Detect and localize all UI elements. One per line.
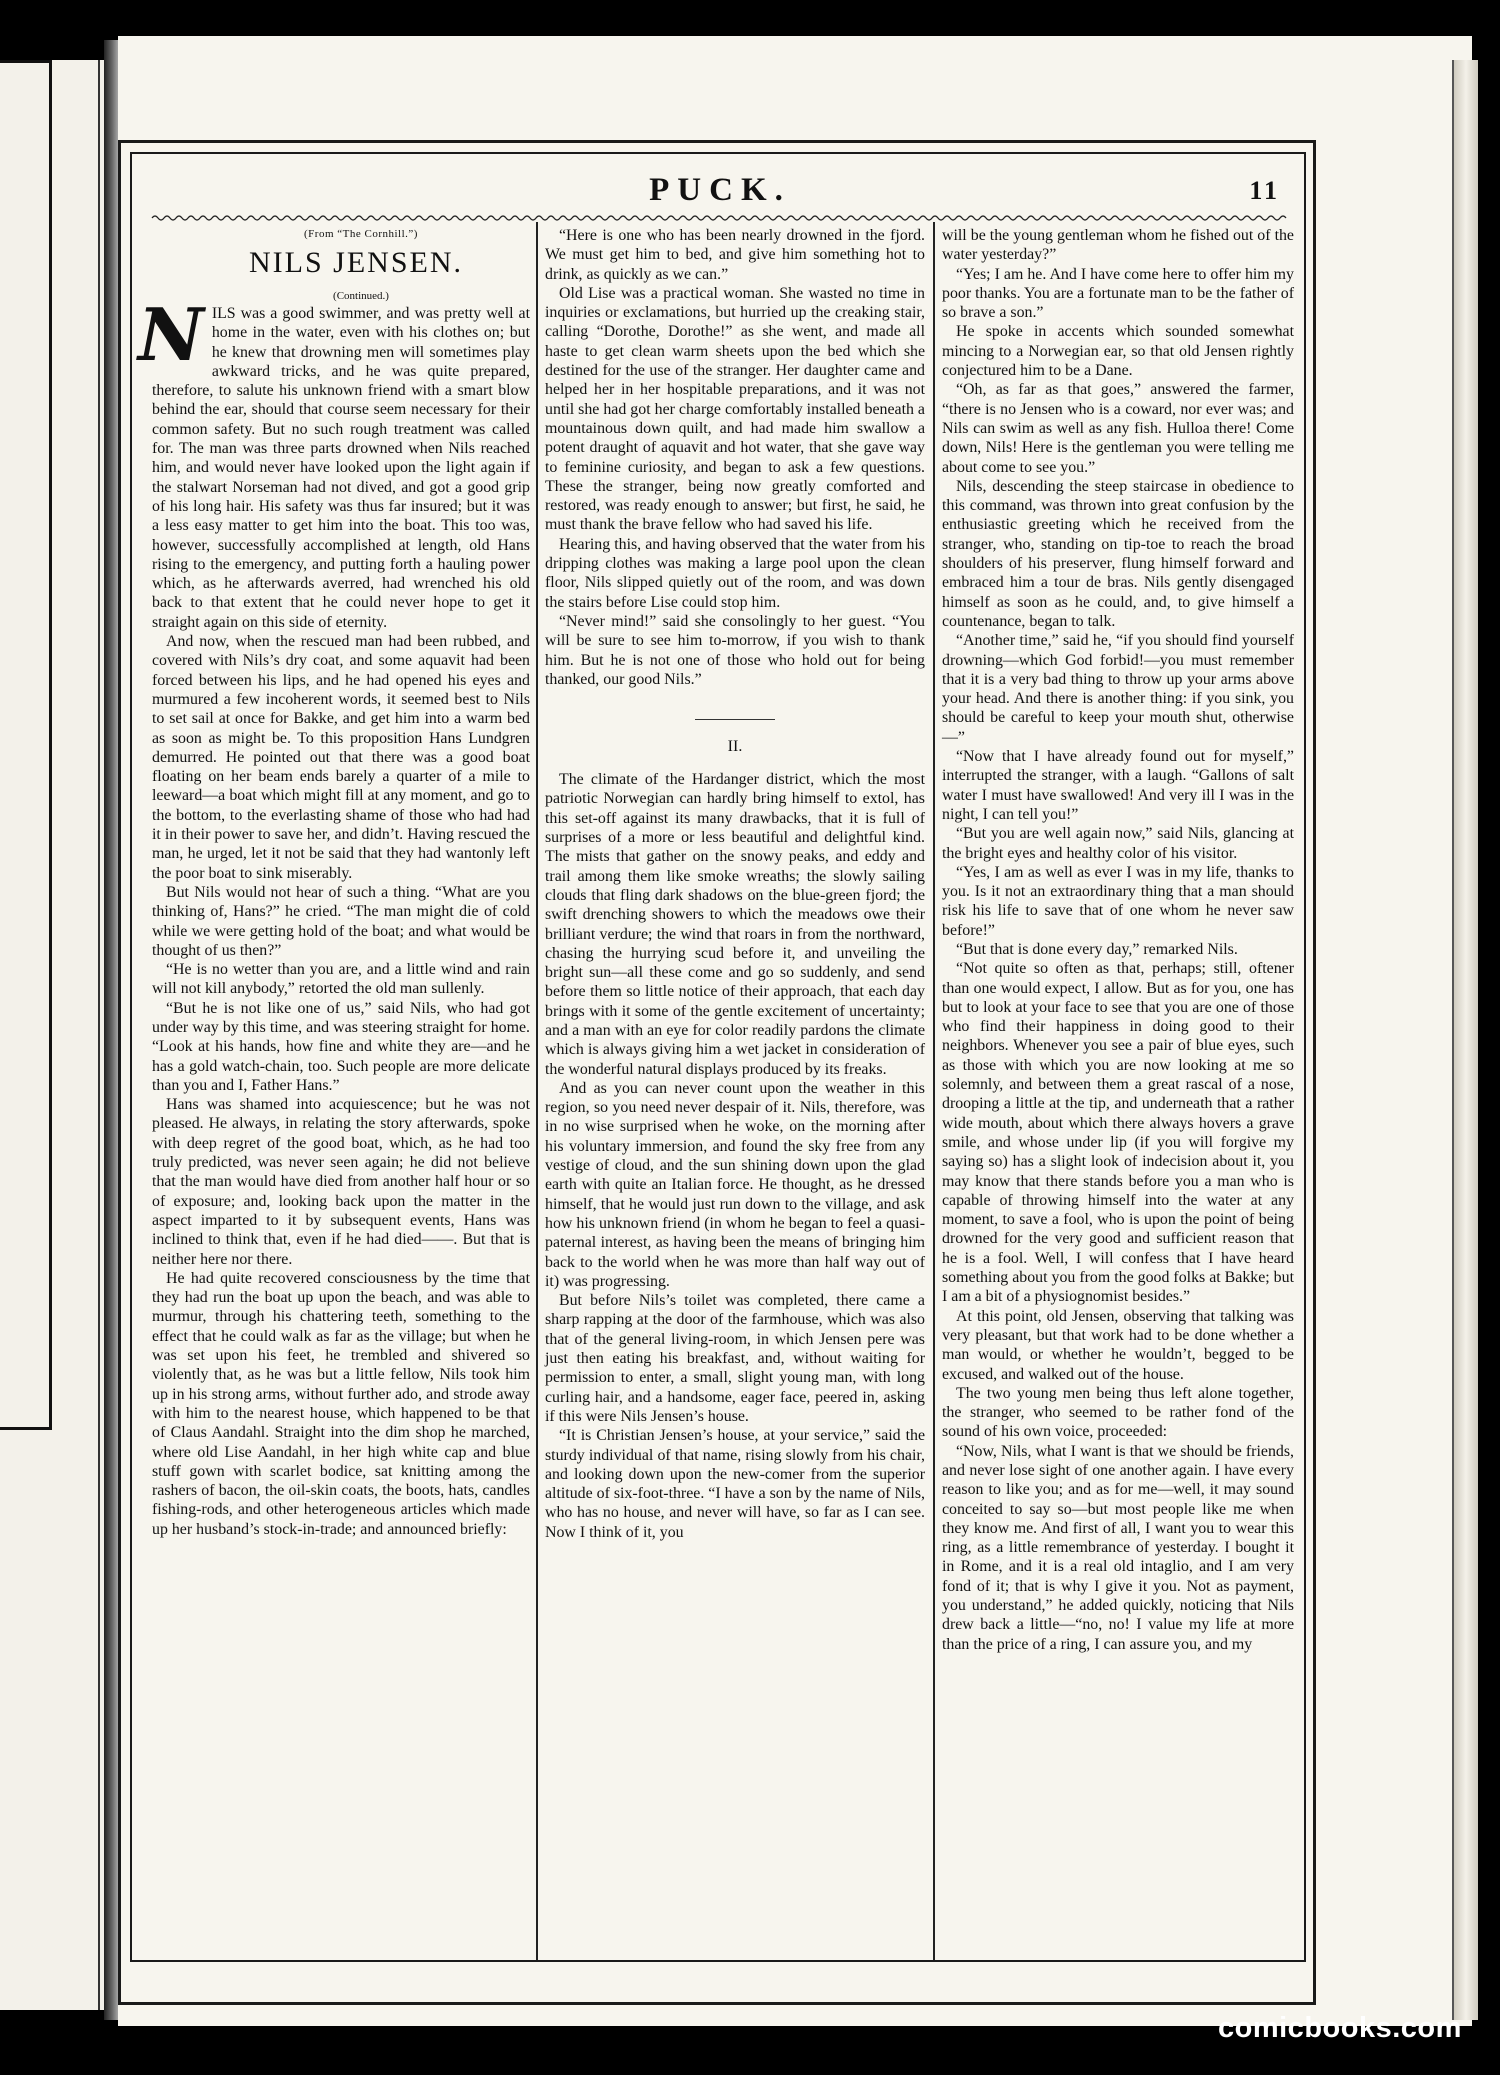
paragraph: Hearing this, and having observed that the water from his dripping clothes was making a large pool upon the clean floor, Nils slipped quietly out of the room, and was down the stairs before Lise could stop him. xyxy=(545,535,925,611)
paragraph: “Never mind!” said she consolingly to her guest. “You will be sure to see him to-morrow, if you wish to thank him. But he is not one of those who hold out for being thanked, our good Nils.” xyxy=(545,612,925,688)
facing-page-frame xyxy=(0,60,52,1430)
paragraph: “Yes, I am as well as ever I was in my life, thanks to you. Is it not an extraordinary thing that a man should risk his life to save that of one whom he never saw before!” xyxy=(942,863,1294,939)
paragraph: “Oh, as far as that goes,” answered the farmer, “there is no Jensen who is a coward, nor ever was; and Nils can swim as well as any fish. Hulloa there! Come down, Nils! Here is the gentleman you were telling me about come to see you.” xyxy=(942,381,1294,476)
paragraph: ILS was a good swimmer, and was pretty well at home in the water, even with his clothes on; but he knew that drowning men will sometimes play awkward tricks, and he was quite prepared, therefore, to salute his unknown friend with a smart blow behind the ear, should that course seem necessary for their common safety. But no such rough treatment was called for. The man was three parts drowned when Nils reached him, and would never have looked upon the light again if the stalwart Norseman had not dived, and got a good grip of his long hair. His safety was thus far insured; but it was a less easy matter to get him into the boat. This too was, however, successfully accomplished at length, old Hans rising to the emergency, and putting forth a hauling power which, as he afterwards averred, had wrenched his old back to that extent that he could never hope to get it straight again on this side of eternity. xyxy=(152,305,530,631)
paragraph: will be the young gentleman whom he fished out of the water yesterday?” xyxy=(942,227,1294,264)
paragraph: And as you can never count upon the weather in this region, so you need never despair of it. Nils, therefore, was in no wise surprised when he woke, on the morning after his voluntary immersion, and found the sky free from any vestige of cloud, and the sun shining down upon the glad earth with quite an Italian force. He thought, as he dressed himself, that he would just run down to the village, and ask how his unknown friend (in whom he began to feel a quasi-paternal interest, as having been the means of bringing him back to the world when he was more than half way out of it) was progressing. xyxy=(545,1079,925,1290)
paragraph: “But you are well again now,” said Nils, glancing at the bright eyes and healthy color of his visitor. xyxy=(942,825,1294,862)
paragraph: “Another time,” said he, “if you should find yourself drowning—which God forbid!—you must remember that it is a very bad thing to throw up your arms above your head. And there is another thing: if you sink, you should be careful to keep your mouth shut, otherwise—” xyxy=(942,632,1294,746)
column-rule-2 xyxy=(933,222,935,1960)
site-watermark: comicbooks.com xyxy=(1218,2012,1462,2044)
paragraph: He had quite recovered consciousness by the time that they had run the boat up upon the beach, and was able to murmur, through his chattering teeth, something to the effect that he could walk as far as the village; but when he was set upon his feet, he trembled and shivered so violently that, as he was but a little fellow, Nils took him up in his strong arms, without further ado, and strode away with him to the nearest house, which happened to be that of Claus Aandahl. Straight into the dim shop he marched, where old Lise Aandahl, in her high white cap and blue stuff gown with scarlet bodice, sat knitting among the rashers of bacon, the oil-skin coats, the boots, hats, candles fishing-rods, and other heterogeneous articles which made up her husband’s stock-in-trade; and announced briefly: xyxy=(152,1269,530,1538)
continued-note: (Continued.) xyxy=(333,290,389,302)
paragraph: But before Nils’s toilet was completed, there came a sharp rapping at the door of the farmhouse, which was also that of the general living-room, in which Jensen pere was just then eating his breakfast, and, without waiting for permission to enter, a small, slight young man, with long curling hair, and a handsome, eager face, peered in, asking if this were Nils Jensen’s house. xyxy=(545,1292,925,1425)
paragraph: “Here is one who has been nearly drowned in the fjord. We must get him to bed, and give him something hot to drink, as quickly as we can.” xyxy=(545,227,925,283)
header-wavy-rule xyxy=(152,214,1290,222)
page-stack-edge xyxy=(1452,60,1478,2020)
paragraph: “Now that I have already found out for myself,” interrupted the stranger, with a laugh. “Gallons of salt water I must have swallowed! And very ill I was in the night, I can tell you!” xyxy=(942,748,1294,823)
page-number: 11 xyxy=(1249,176,1280,205)
paragraph: “It is Christian Jensen’s house, at your service,” said the sturdy individual of that name, rising slowly from his chair, and looking down upon the new-comer from the superior altitude of six-foot-three. “I have a son by the name of Nils, who has no house, and never will have, so far as I can see. Now I think of it, you xyxy=(545,1427,925,1541)
section-heading: II. xyxy=(727,738,743,756)
page-header xyxy=(150,172,1290,212)
paragraph: “But that is done every day,” remarked Nils. xyxy=(956,940,1238,958)
paragraph: But Nils would not hear of such a thing. “What are you thinking of, Hans?” he cried. “The man might die of cold while we were getting hold of the boat; and what would be thought of us then?” xyxy=(152,883,530,959)
paragraph: The two young men being thus left alone together, the stranger, who seemed to be rather fond of the sound of his own voice, proceeded: xyxy=(942,1384,1294,1441)
drop-cap: N xyxy=(138,292,204,377)
paragraph: “But he is not like one of us,” said Nils, who had got under way by this time, and was steering straight for home. “Look at his hands, how fine and white they are—and he has a gold watch-chain, too. Such people are more delicate than you and I, Father Hans.” xyxy=(152,999,530,1094)
paragraph: “Not quite so often as that, perhaps; still, oftener than one would expect, I allow. But as for you, one has but to look at your face to see that you are one of those who find their happiness in doing good to their neighbors. Whenever you see a pair of blue eyes, such as those with which you are now looking at me so solemnly, and between them a great rascal of a nose, drooping a little at the tip, and underneath that a rather wide mouth, about which there always hovers a grave smile, and whose under lip (if you will forgive my saying so) has a slight look of indecision about it, you may know that there stands before you a man who is capable of throwing himself into the water at any moment, to save a fool, who is upon the point of being drowned for the very good and sufficient reason that he is a fool. Well, I will confess that I have heard something about you from the good folks at Bakke; but I am a bit of a physiognomist besides.” xyxy=(942,960,1294,1306)
paragraph: “Now, Nils, what I want is that we should be friends, and never lose sight of one another again. I have every reason to like you; and as for me—well, it may sound conceited to say so—but most people like me when they know me. And first of all, I want you to wear this ring, as a little remembrance of yesterday. I bought it in Rome, and it is a real old intaglio, and I am very fond of it; that is why I give it you. Not as payment, you understand,” he added quickly, noticing that Nils drew back a little—“no, no! I value my life at more than the price of a ring, I can assure you, and my xyxy=(942,1442,1294,1653)
paragraph: And now, when the rescued man had been rubbed, and covered with Nils’s dry coat, and some aquavit had been forced between his lips, and he had opened his eyes and murmured a few incoherent words, it seemed best to Nils to set sail at once for Bakke, and get him into a warm bed as soon as might be. To this proposition Hans Lundgren demurred. He pointed out that there was a good boat floating on her beam ends barely a quarter of a mile to leeward—a boat which might fill at any moment, and go to the bottom, to the everlasting shame of those who had had it in their power to save her, and didn’t. Having rescued the man, he urged, let it not be said that they had wantonly left the poor boat to sink miserably. xyxy=(152,633,530,882)
paragraph: Hans was shamed into acquiescence; but he was not pleased. He always, in relating the story afterwards, spoke with deep regret of the good boat, which, as he had too truly predicted, was never seen again; he did not believe that the man would have died from another half hour or so of exposure; and, looking back upon the matter in the aspect imparted to it by subsequent events, Hans was inclined to think that, even if he had died——. But that is neither here nor there. xyxy=(152,1096,530,1268)
column-1 xyxy=(138,226,530,1956)
paragraph: Nils, descending the steep staircase in obedience to this command, was thrown into great confusion by the enthusiastic greeting which he received from the stranger, who, standing on tip-toe to reach the broad shoulders of his preserver, flung himself forward and embraced him a tour de bras. Nils gently disengaged himself as soon as he could, and, to give himself a countenance, began to talk. xyxy=(942,477,1294,630)
paragraph: At this point, old Jensen, observing that talking was very pleasant, but that work had to be done whether a man would, or whether he wouldn’t, begged to be excused, and walked out of the house. xyxy=(942,1307,1294,1383)
column-rule-1 xyxy=(536,222,538,1960)
article-source: (From “The Cornhill.”) xyxy=(304,228,418,240)
paragraph: The climate of the Hardanger district, which the most patriotic Norwegian can hardly bring himself to extol, has this set-off against its many drawbacks, that it is full of surprises of a more or less beautiful and delightful kind. The mists that gather on the snowy peaks, and eddy and trail among them like smoke wreaths; the slowly sailing clouds that fling dark shadows on the blue-green fjord; the swift drenching showers to which the meadows owe their brilliant verdure; the wind that roars in from the northward, chasing the hurrying scud before it, and unveiling the bright sun—all these come and go so suddenly, and send before them so little notice of their approach, that each day brings with it some of the gentle excitement of uncertainty; and a man with an eye for color readily pardons the climate which is always giving him a wet jacket in consideration of the wonderful natural displays produced by its freaks. xyxy=(545,771,925,1078)
paragraph: “Yes; I am he. And I have come here to offer him my poor thanks. You are a fortunate man to be the father of so brave a son.” xyxy=(942,265,1294,322)
section-rule xyxy=(695,719,775,720)
paragraph: He spoke in accents which sounded somewhat mincing to a Norwegian ear, so that old Jensen rightly conjectured him to be a Dane. xyxy=(942,323,1294,380)
paragraph: “He is no wetter than you are, and a little wind and rain will not kill anybody,” retorted the old man sullenly. xyxy=(152,961,530,998)
column-3 xyxy=(942,226,1294,1956)
masthead: PUCK. xyxy=(649,172,791,208)
column-2 xyxy=(545,226,925,1956)
article-title: NILS JENSEN. xyxy=(248,246,463,279)
paragraph: Old Lise was a practical woman. She wasted no time in inquiries or exclamations, but hurried up the creaking stair, calling “Dorothe, Dorothe!” as she went, and made all haste to get clean warm sheets upon the bed which she destined for the use of the stranger. Her daughter came and helped her in her hospitable preparations, and it was not until she had got her charge comfortably installed beneath a mountainous down quilt, and had made him swallow a potent draught of aquavit and hot water, that she gave way to feminine curiosity, and began to ask a few questions. These the stranger, being now greatly comforted and restored, was ready enough to answer; but first, he said, he must thank the brave fellow who had saved his life. xyxy=(545,284,925,534)
